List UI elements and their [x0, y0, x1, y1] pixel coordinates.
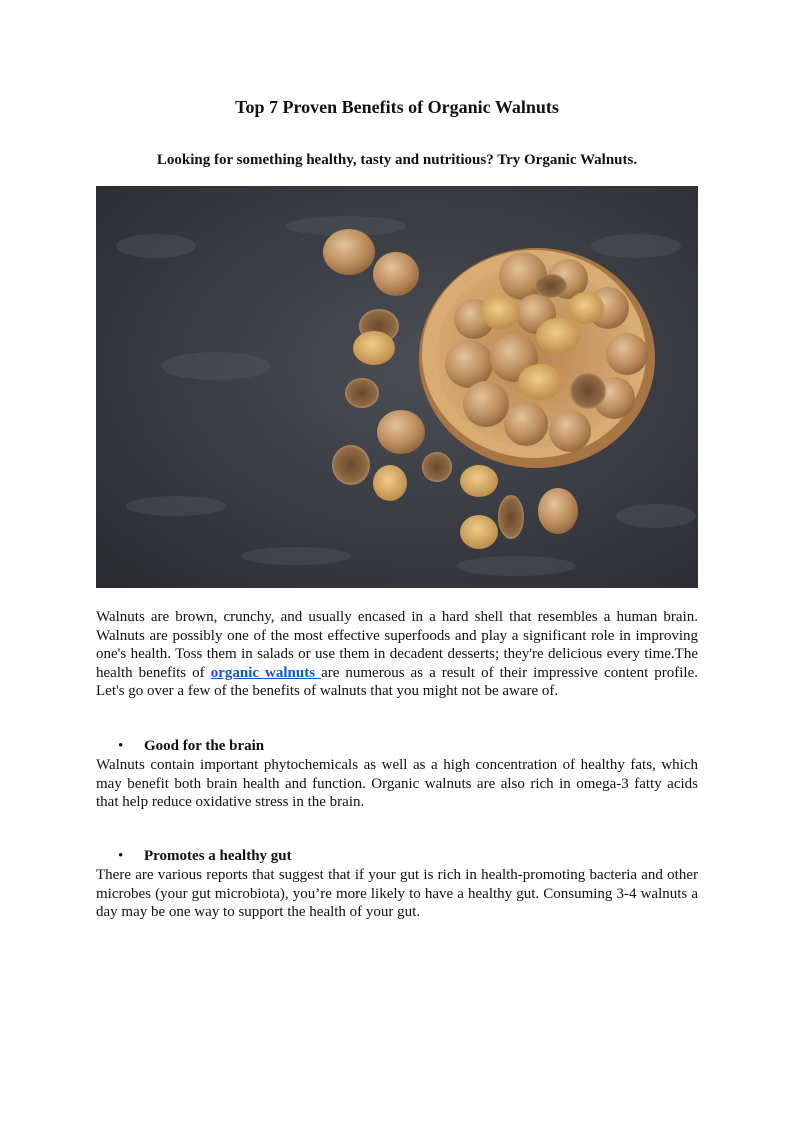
- organic-walnuts-link[interactable]: organic walnuts: [210, 664, 322, 681]
- section-heading-brain: [118, 737, 264, 756]
- section-body-gut: There are various reports that suggest that if your gut is rich in health-promoting bacteria and other microbes (your gut microbiota), you’re more likely to have a healthy gut. Consuming 3-4 walnuts a day may be one way to support the health of your gut.: [96, 867, 698, 921]
- hero-image: [96, 186, 698, 588]
- walnuts-bowl-photo-icon: [96, 186, 698, 588]
- intro-text-end: are numerous as a result of their impressive content profile. Let's go over a few of the benefits of walnuts that you might not be aware of.: [96, 664, 698, 700]
- intro-text-start: Walnuts are brown, crunchy, and usually encased in a hard shell that resembles a human brain. Walnuts are possibly one of the most effective superfoods and play a significant role in improving one's health. Toss them in salads or use them in decadent desserts; they're delicious every time.The health benefits of: [96, 609, 698, 681]
- bullet-icon: •: [118, 738, 124, 754]
- bullet-icon: •: [118, 848, 124, 864]
- section-heading-gut: [118, 847, 292, 866]
- page-title: Top 7 Proven Benefits of Organic Walnuts: [235, 97, 559, 117]
- section-heading-text: Good for the brain: [144, 738, 265, 754]
- page-subtitle: Looking for something healthy, tasty and nutritious? Try Organic Walnuts.: [156, 152, 638, 168]
- intro-paragraph: [96, 608, 698, 701]
- section-body-brain: Walnuts contain important phytochemicals as well as a high concentration of healthy fats, which may benefit both brain health and function. Organic walnuts are also rich in omega-3 fatty acids that help reduce oxidative stress in the brain.: [96, 757, 698, 811]
- section-heading-text: Promotes a healthy gut: [144, 848, 292, 864]
